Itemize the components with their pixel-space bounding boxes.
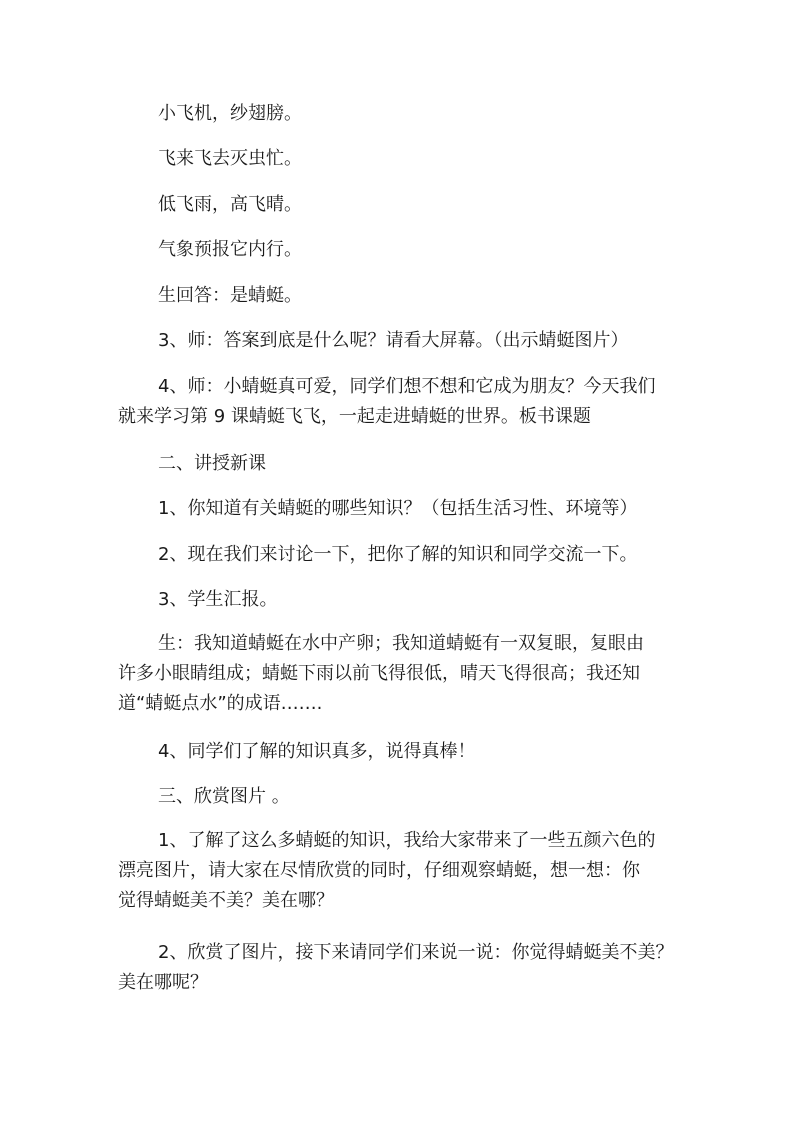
section-3-item-1-line-1: 1、了解了这么多蜻蜓的知识，我给大家带来了一些五颜六色的 (158, 830, 656, 851)
poem-line-1: 小飞机，纱翅膀。 (158, 103, 302, 124)
poem-line-2: 飞来飞去灭虫忙。 (158, 148, 302, 169)
student-report-line-2: 许多小眼睛组成；蜻蜓下雨以前飞得很低，晴天飞得很高；我还知 (118, 663, 640, 684)
section-3-item-2-paragraph (118, 938, 694, 998)
section-2-item-4: 4、同学们了解的知识真多，说得真棒！ (158, 741, 476, 762)
section-3-item-2-line-2: 美在哪呢？ (118, 972, 208, 993)
section-2-item-2: 2、现在我们来讨论一下，把你了解的知识和同学交流一下。 (158, 544, 638, 565)
student-report-line-3: 道“蜻蜓点水”的成语……. (118, 693, 323, 714)
section-2-item-3: 3、学生汇报。 (158, 589, 278, 610)
poem-line-4: 气象预报它内行。 (158, 239, 302, 260)
section-3-item-2-line-1: 2、欣赏了图片，接下来请同学们来说一说：你觉得蜻蜓美不美？ (158, 942, 674, 963)
section-2-heading: 二、讲授新课 (158, 453, 266, 474)
section-3-item-1-line-3: 觉得蜻蜓美不美？美在哪？ (118, 890, 334, 911)
step-4-paragraph (118, 372, 694, 432)
section-2-item-1: 1、你知道有关蜻蜓的哪些知识？（包括生活习性、环境等） (158, 498, 638, 519)
student-answer: 生回答：是蜻蜓。 (158, 285, 302, 306)
section-3-heading: 三、欣赏图片 。 (158, 786, 290, 807)
poem-line-3: 低飞雨，高飞晴。 (158, 194, 302, 215)
section-3-item-1-line-2: 漂亮图片，请大家在尽情欣赏的同时，仔细观察蜻蜓，想一想：你 (118, 860, 640, 881)
section-3-item-1-paragraph (118, 826, 694, 916)
step-3: 3、师：答案到底是什么呢？请看大屏幕。（出示蜻蜓图片） (158, 330, 629, 351)
step-4-line-2: 就来学习第 9 课蜻蜓飞飞，一起走进蜻蜓的世界。板书课题 (118, 406, 591, 427)
step-4-line-1: 4、师：小蜻蜓真可爱，同学们想不想和它成为朋友？今天我们 (158, 376, 656, 397)
student-report-paragraph (118, 629, 694, 719)
student-report-line-1: 生：我知道蜻蜓在水中产卵；我知道蜻蜓有一双复眼，复眼由 (158, 633, 644, 654)
